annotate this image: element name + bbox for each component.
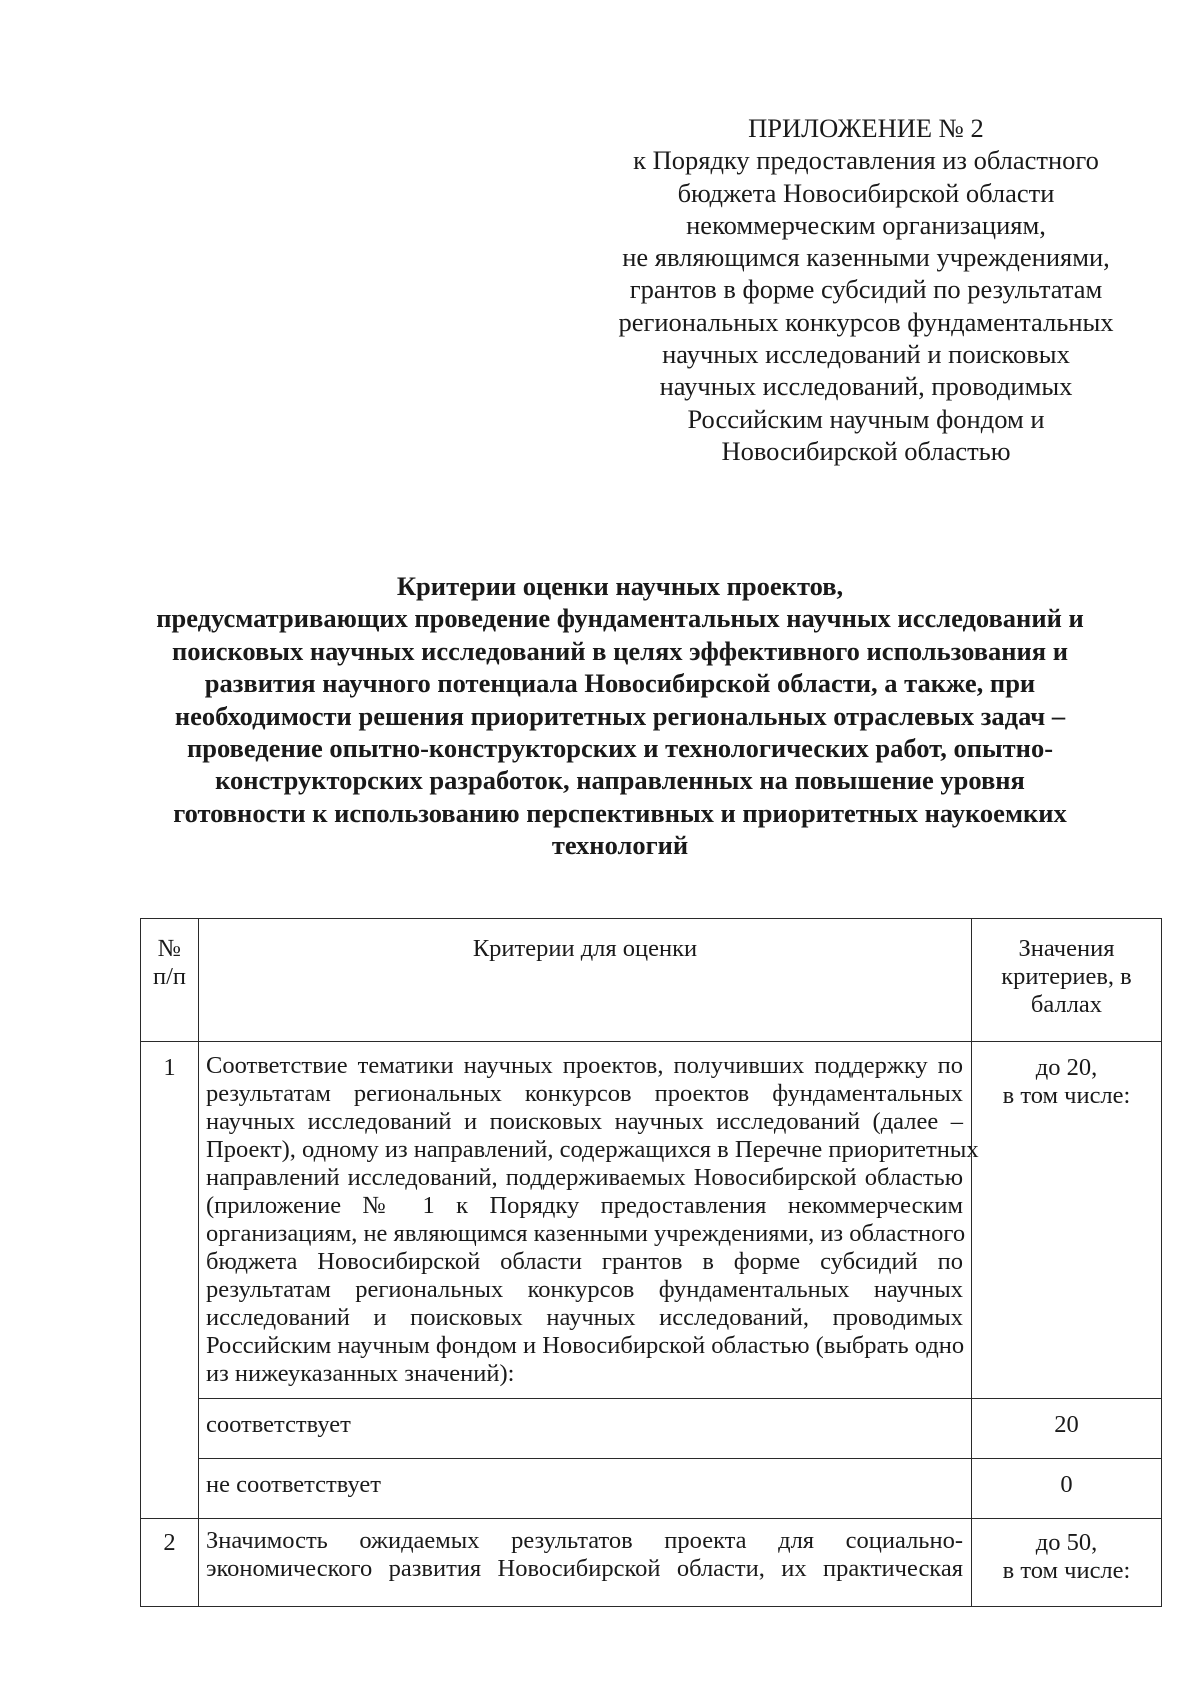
header-number-label: п/п [152, 963, 187, 990]
criterion-line: Проект), одному из направлений, содержащихся в Перечне приоритетных [206, 1136, 979, 1163]
title-line: готовности к использованию перспективных и приоритетных наукоемких [173, 797, 1067, 828]
criterion-text [199, 1519, 972, 1607]
criterion-line: направлений исследований, поддерживаемых Новосибирской областью [206, 1164, 963, 1191]
title-line: необходимости решения приоритетных региональных отраслевых задач – [174, 700, 1066, 731]
criterion-line: Соответствие тематики научных проектов, получивших поддержку по [206, 1052, 963, 1079]
criterion-line: экономического развития Новосибирской области, их практическая [206, 1555, 963, 1582]
header-values-label: Значения [1018, 935, 1115, 962]
option-row [141, 1399, 1162, 1459]
appendix-line: некоммерческим организациям, [686, 209, 1046, 240]
table-row [141, 1042, 1162, 1399]
appendix-line: бюджета Новосибирской области [677, 177, 1055, 208]
appendix-line: научных исследований, проводимых [659, 371, 1073, 402]
option-value: 20 [972, 1399, 1162, 1459]
appendix-line: научных исследований и поисковых [662, 339, 1070, 370]
title-line: Критерии оценки научных проектов, [396, 571, 844, 601]
criterion-line: (приложение № 1 к Порядку предоставления некоммерческим [206, 1192, 963, 1219]
header-number-cell [141, 919, 199, 1042]
criterion-value-line: в том числе: [1002, 1082, 1131, 1109]
header-number-label: № [157, 935, 182, 962]
title-line: конструкторских разработок, направленных на повышение уровня [215, 765, 1025, 796]
title-line: развития научного потенциала Новосибирской области, а также, при [204, 668, 1036, 699]
criterion-line: научных исследований и поисковых научных исследований (далее – [206, 1108, 963, 1135]
title-line: проведение опытно-конструкторских и технологических работ, опытно- [186, 733, 1054, 764]
document-title [120, 570, 1120, 862]
criterion-value [972, 1042, 1162, 1399]
title-line: предусматривающих проведение фундаментальных научных исследований и [156, 603, 1084, 634]
title-line: технологий [551, 830, 689, 861]
header-criteria-label: Критерии для оценки [472, 935, 698, 962]
option-row [141, 1459, 1162, 1519]
criteria-table [140, 918, 1162, 1607]
option-label: соответствует [199, 1399, 972, 1459]
appendix-line: грантов в форме субсидий по результатам [629, 274, 1103, 305]
criterion-line: результатам региональных конкурсов проектов фундаментальных [206, 1080, 963, 1107]
criterion-value [972, 1519, 1162, 1607]
appendix-line: региональных конкурсов фундаментальных [618, 306, 1114, 337]
criterion-line: из нижеуказанных значений): [206, 1360, 515, 1387]
criterion-line: результатам региональных конкурсов фундаментальных научных [206, 1276, 963, 1303]
criterion-value-line: в том числе: [1002, 1557, 1131, 1584]
option-label: не соответствует [199, 1459, 972, 1519]
header-values-label: баллах [1030, 991, 1103, 1018]
criterion-line: Значимость ожидаемых результатов проекта для социально- [206, 1527, 963, 1554]
title-line: поисковых научных исследований в целях эффективного использования и [171, 635, 1069, 666]
criterion-value-line: до 50, [1035, 1529, 1098, 1556]
appendix-line: Российским научным фондом и [687, 403, 1045, 434]
row-number: 1 [141, 1042, 199, 1519]
appendix-title: ПРИЛОЖЕНИЕ № 2 [748, 113, 984, 143]
appendix-line: Новосибирской областью [721, 435, 1011, 466]
option-value: 0 [972, 1459, 1162, 1519]
row-number: 2 [141, 1519, 199, 1607]
criterion-value-line: до 20, [1035, 1054, 1098, 1081]
criterion-line: организациям, не являющимся казенными учреждениями, из областного [206, 1220, 966, 1247]
header-criteria-cell [199, 919, 972, 1042]
appendix-line: к Порядку предоставления из областного [633, 145, 1099, 176]
criterion-text [199, 1042, 979, 1399]
appendix-header [606, 112, 1126, 467]
criterion-line: исследований и поисковых научных исследований, проводимых [206, 1304, 963, 1331]
table-header-row [141, 919, 1162, 1042]
appendix-line: не являющимся казенными учреждениями, [622, 242, 1110, 273]
header-values-cell [972, 919, 1162, 1042]
criterion-line: Российским научным фондом и Новосибирской областью (выбрать одно [206, 1332, 965, 1359]
criterion-line: бюджета Новосибирской области грантов в форме субсидий по [206, 1248, 963, 1275]
table-row [141, 1519, 1162, 1607]
header-values-label: критериев, в [1001, 963, 1132, 990]
